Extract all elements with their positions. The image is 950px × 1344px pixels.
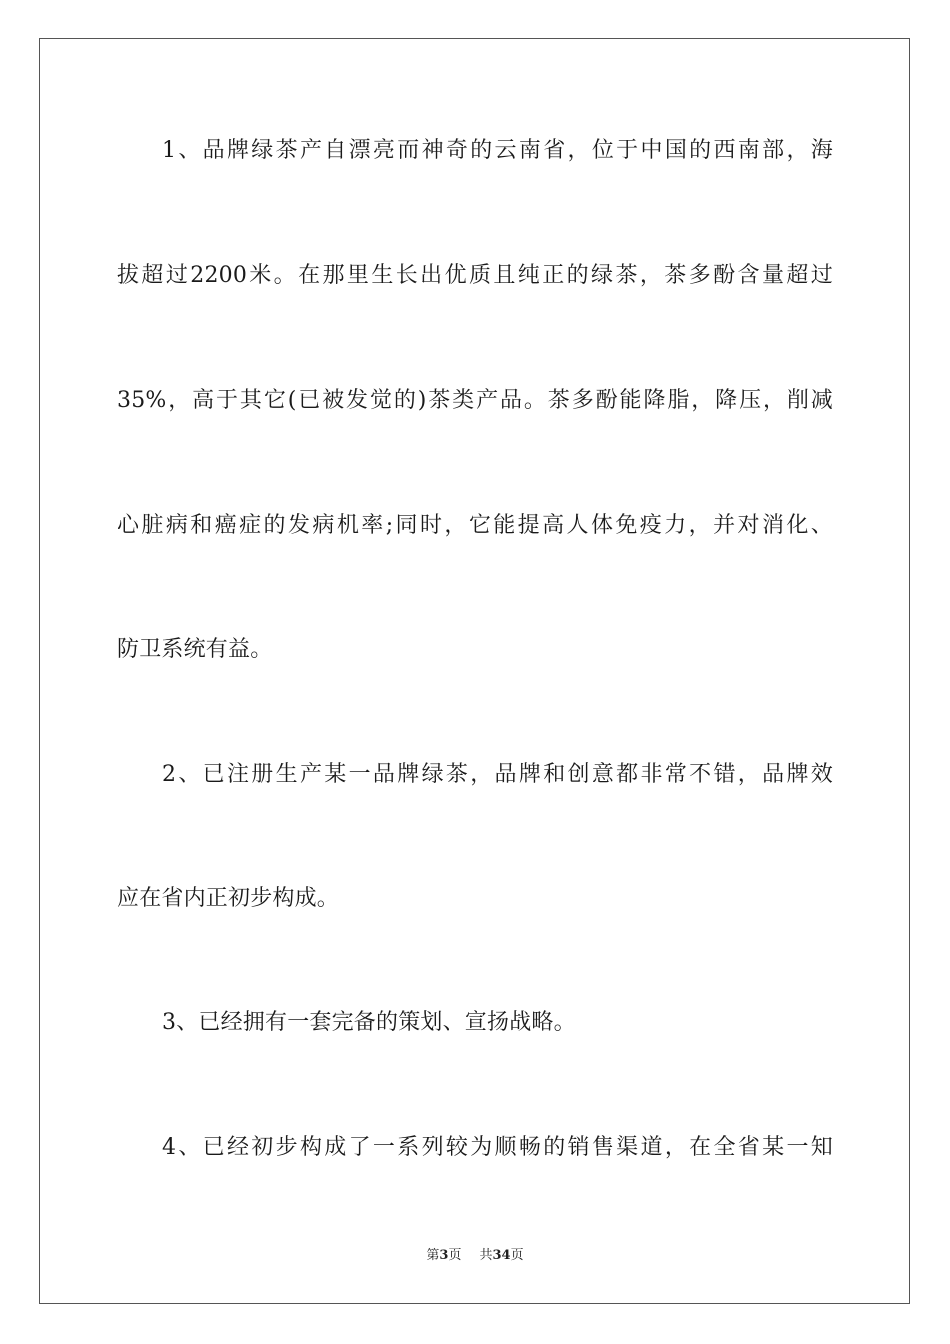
page-footer — [0, 1247, 950, 1265]
page-number: 3 — [439, 1248, 449, 1263]
paragraph-1-line-2: 拔超过2200米。在那里生长出优质且纯正的绿茶，茶多酚含量超过 — [117, 263, 833, 288]
page-prefix: 第 — [426, 1248, 440, 1263]
paragraph-1-line-3: 35%，高于其它(已被发觉的)茶类产品。茶多酚能降脂，降压，削减 — [117, 388, 833, 413]
total-pages: 34 — [492, 1248, 511, 1263]
total-suffix: 页 — [510, 1248, 524, 1263]
page-suffix: 页 — [448, 1248, 462, 1263]
paragraph-2-line-2: 应在省内正初步构成。 — [117, 886, 340, 911]
paragraph-3-line-1: 3、已经拥有一套完备的策划、宣扬战略。 — [162, 1010, 576, 1035]
paragraph-1-line-1: 1、品牌绿茶产自漂亮而神奇的云南省，位于中国的西南部，海 — [162, 138, 833, 163]
page-border — [39, 38, 910, 1304]
paragraph-2-line-1: 2、已注册生产某一品牌绿茶，品牌和创意都非常不错，品牌效 — [162, 762, 833, 787]
paragraph-1-line-4: 心脏病和癌症的发病机率;同时，它能提高人体免疫力，并对消化、 — [117, 513, 833, 538]
paragraph-4-line-1: 4、已经初步构成了一系列较为顺畅的销售渠道，在全省某一知 — [162, 1135, 833, 1160]
total-prefix: 共 — [479, 1248, 493, 1263]
paragraph-1-line-5: 防卫系统有益。 — [117, 637, 273, 662]
